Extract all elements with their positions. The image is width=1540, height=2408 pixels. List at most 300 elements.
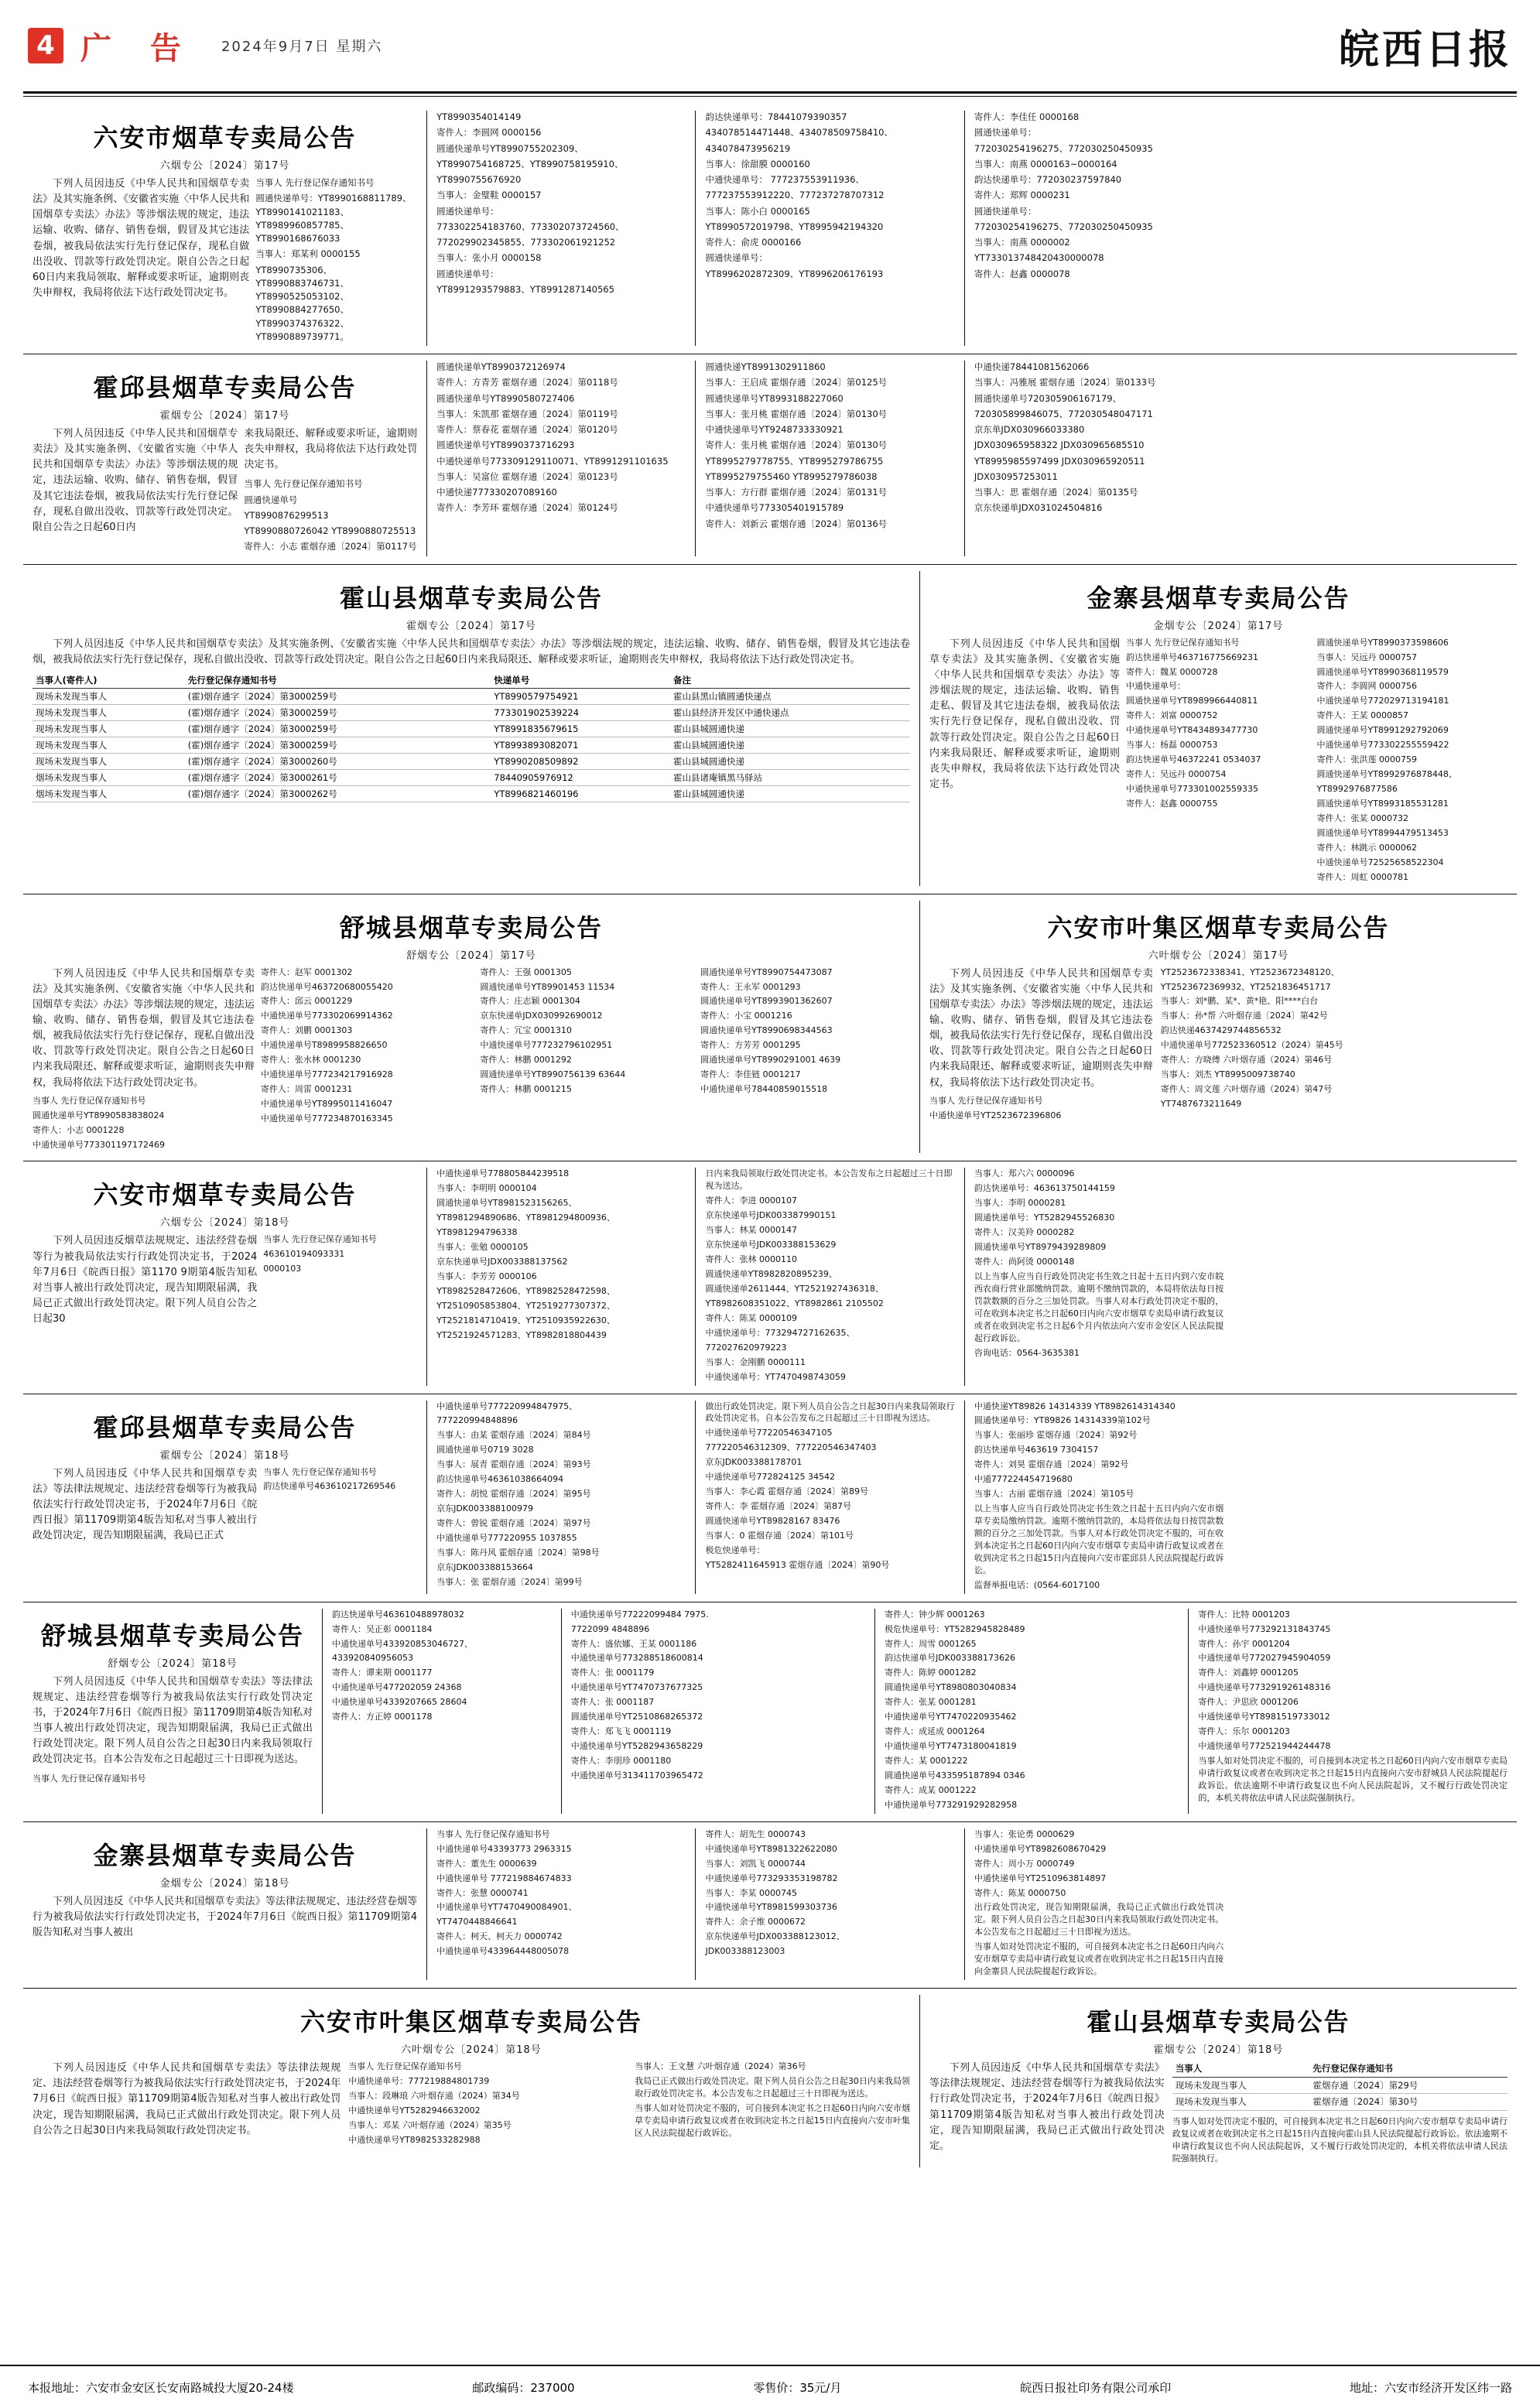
entry: 寄件人：刘富 0000752 [1125,710,1218,721]
entry: 当事人如对处罚决定不服的，可自接到本决定书之日起60日内向六安市烟草专卖局申请行政复议或者在收到决定书之日起15日内直接向六安市舒城县人民法院提起行政诉讼。依法逾期不申请行政复议也不向人民法院起诉，又不履行行政处罚决定的，本机关将依法申请人民法院强制执行。 [1198,1756,1507,1803]
entry: 寄件人：盛依娜、王某 0001186 [570,1638,697,1649]
entry: 当事人：刘凯飞 0000744 [705,1858,806,1869]
entry: 寄件人：王强 0001305 [480,966,572,977]
notice-docno: 霍烟专公〔2024〕第18号 [159,1449,290,1462]
entry: 圆通快递单号YT8990373598606 [1316,637,1449,648]
col-header: 当事人 [1172,2061,1310,2077]
notice-docno: 金烟专公〔2024〕第17号 [1153,620,1284,632]
notice-title: 金寨县烟草专卖局公告 [93,1840,357,1870]
cell: 78440905976912 [491,769,670,785]
entry: 当事人：由某 霍烟存通〔2024〕第84号 [436,1430,591,1441]
entry: 寄件人：李进 0000107 [705,1195,797,1206]
table-row [33,753,910,769]
entry: 中通快递单号77222099484 7975. [570,1609,709,1620]
entry: 寄件人：尹思欣 0001206 [1198,1697,1299,1708]
entry: 中通快递单号773292131843745 [1198,1623,1331,1634]
entry: 当事人如对处罚决定不服的，可自接到本决定书之日起60日内向六安市烟草专卖局申请行政复议或者在收到决定书之日起15日内直接向六安市叶集区人民法院提起行政诉讼。 [635,2102,910,2138]
entry: 监督举报电话：(0564-6017100 [974,1579,1100,1590]
entry: 做出行政处罚决定。限下列人员自公告之日起30日内来我局领取行政处罚决定书。自本公告发布之日起超过三十日即视为送达。 [705,1401,955,1424]
entry: 中通快递单号777234217916928 [260,1069,393,1080]
table-row [33,769,910,785]
notice-docno: 霍烟专公〔2024〕第17号 [406,620,536,632]
entry: 中通快递单号YT7470490084901、 [436,1902,577,1913]
entry: 寄件人：林跳示 0000062 [1316,842,1417,853]
entry: 中通快递单号： 777237553911936、 [705,174,864,185]
page-content [0,97,1540,2175]
entry: 中通快递单号 777219884674833 [436,1873,572,1883]
entry: 中通快递单号773288518600814 [570,1653,703,1664]
entry: 中通快递单号YT2510963814897 [974,1873,1107,1883]
entry: 当事人：王文慧 六叶烟存通（2024）第36号 [635,2061,806,2072]
cell: (霍)烟存通字〔2024〕第3000259号 [185,688,491,704]
entry: 当事人：杨磊 0000753 [1125,740,1218,751]
entry: 圆通快递单号433595187894 0346 [885,1770,1025,1780]
entry: 京东快递单号JDX003388123012、 [705,1931,845,1942]
notice-block-huoqiu-18 [23,1394,1517,1602]
entry: 圆通快递单号： [705,252,768,264]
entry: 中通快递单号43393773 2963315 [436,1843,572,1854]
notice-body-cont: 来我局限还、解释或要求听证，逾期则丧失申辩权，我局将依法下达行政处罚决定书。 [244,428,418,471]
entry: 寄件人：李 霍烟存通〔2024〕第87号 [705,1501,851,1512]
entry: 寄件人：李芳环 霍烟存通〔2024〕第0124号 [436,502,618,514]
entry: 寄件人：刘鑫婷 0001205 [1198,1667,1299,1678]
entry: 韵达快递单号463619 7304157 [974,1445,1099,1455]
entry: 中通快递单号773301002559335 [1125,784,1258,795]
entry: 当事人：刘杰 YT8995009738740 [1160,1069,1295,1080]
entry: 寄件人：陈婷 0001282 [885,1667,977,1678]
entry: 圆通快递单号YT8990368119579 [1316,666,1449,677]
entry: 中通快递单号773302255559422 [1316,740,1449,751]
entry: 中通快递单号YT5282943658229 [570,1741,703,1752]
entry: 寄件人：张 0001187 [570,1697,655,1708]
entry: 7722099 4848896 [570,1623,650,1634]
entry: 韵达快递单号463610488978032 [332,1609,464,1620]
entry: YT8981294796338 [436,1227,518,1238]
entry: 当事人：陈丹风 霍烟存通〔2024〕第98号 [436,1547,600,1558]
entry: YT7487673211649 [1160,1099,1242,1110]
entry: 寄件人：吴正彰 0001184 [332,1623,433,1634]
masthead [0,0,1540,91]
cell: 霍烟存通〔2024〕第30号 [1309,2094,1507,2111]
entry: 寄件人：张月桃 霍烟存通〔2024〕第0130号 [705,440,888,451]
entry: 寄件人：庄志颖 0001304 [480,996,580,1007]
entry: 当事人 先行登记保存通知书号 [255,177,375,188]
entry: 圆通快递单2611444、YT2521927436318、 [705,1283,884,1294]
notice-body: 下列人员因违反《中华人民共和国烟草专卖法》及其实施条例、《安徽省实施〈中华人民共和国烟草专卖法〉办法》等涉烟法规的规定，违法运输、收购、储存、销售卷烟，假冒及其它违法卷烟，被我局依法实行先行登记保存，现私自做出没收、罚款等行政处罚决定。限自公告之日起60日内来我局限还、解释或要求听证，逾期则丧失申辩权，我局将依法下达行政处罚决定书。 [33,638,910,665]
entry: 中通快递单号433964448005078 [436,1946,570,1957]
entry: YT8990354014149 [436,111,522,122]
notice-docno: 六烟专公〔2024〕第17号 [159,160,290,172]
entry: 圆通快递单号： [436,205,499,217]
cell: 现场未发现当事人 [33,753,185,769]
entry: 寄件人：刘昊 霍烟存通〔2024〕第92号 [974,1459,1129,1470]
footer-address: 本报地址：六安市金安区长安南路城投大厦20-24楼 [28,2380,294,2395]
notice-block-shucheng-18 [23,1602,1517,1822]
entry: 京东单JDX030966033380 [974,424,1085,435]
entry: 当事人：陈小白 0000165 [705,205,810,217]
entry: 京东JDK003388178701 [705,1457,803,1468]
entry: 寄件人：李佳链 0001217 [700,1069,801,1080]
table-row [1172,2094,1507,2111]
entry: 日内来我局领取行政处罚决定书。本公告发布之日起超过三十日即视为送达。 [705,1168,953,1192]
entry: 当事人：徐甜膜 0000160 [705,158,810,169]
entry: 寄件人：方芳芳 0001295 [700,1040,801,1051]
entry: 圆通快递单号YT8979439289809 [974,1242,1107,1253]
entry: 出行政处罚决定，现告知期限届满，我局已正式做出行政处罚决定。限下列人员自公告之日起30日内来我局领取行政处罚决定书。本公告发布之日起超过三十日即视为送达。 [974,1902,1224,1938]
entry: YT5282411645913 霍烟存通〔2024〕第90号 [705,1559,890,1570]
entry: 寄件人：谭来期 0001177 [332,1667,433,1678]
entry: 圆通快递单号：YT89826 14314339第102号 [974,1415,1151,1426]
notice-block-huoqiu-17 [23,354,1517,565]
entry: YT2510905853804、YT2519277307372、 [436,1300,615,1311]
entry: 中通快递单号477202059 24368 [332,1682,462,1693]
entry: 当事人：冯雅展 霍烟存通〔2024〕第0133号 [974,377,1156,388]
entry: 寄件人：张林 0000110 [705,1254,797,1265]
entry: 当事人：方行群 霍烟存通〔2024〕第0131号 [705,487,888,498]
entry: 434078473956219 [705,142,791,154]
entry: 中通快递单号YT9248733330921 [705,424,844,435]
entry: YT2521924571283、YT8982818804439 [436,1329,607,1340]
entry: 圆通快递单号YT8994479513453 [1316,827,1449,838]
entry: 当事人：林某 0000147 [705,1225,797,1236]
entry: 寄件人：钟少辉 0001263 [885,1609,985,1620]
entry: 当事人：朱凯那 霍烟存通〔2024〕第0119号 [436,408,618,419]
entry: 圆通快递单YT8990372126974 [436,361,566,372]
entry: 极危快递单号：YT5282945828489 [885,1623,1025,1634]
entry: 当事人如对处罚决定不服的，可自接到本决定书之日起60日内向六安市烟草专卖局申请行政复议或者在收到决定书之日起15日内直接向霍山县人民法院提起行政诉讼。依法逾期不申请行政复议也不向人民法院起诉，又不履行行政处罚决定的，本机关将依法申请人民法院强制执行。 [1172,2116,1507,2163]
entry: 当事人：张论勇 0000629 [974,1828,1075,1839]
cell: 现场未发现当事人 [1172,2077,1310,2094]
entry: 寄件人：蔡春花 霍烟存通〔2024〕第0120号 [436,424,618,435]
notice-body: 下列人员因违反《中华人民共和国烟草专卖法》及其实施条例、《安徽省实施〈中华人民共和国烟草专卖法〉办法》等涉烟法规的规定，违法运输、收购、储存、销售卷烟，假冒及其它违法卷烟，被我局依法实行先行登记保存，现私自做出没收、罚款等行政处罚决定。限自公告之日起60日内来我局领取、解释或要求听证，逾期则丧失申辩权，我局将依法下达行政处罚决定书。 [33,178,250,299]
entry: 中通快递单号77220546347105 [705,1428,833,1438]
entry: 韵达快递单号JDK003388173626 [885,1653,1016,1664]
cell: 霍烟存通〔2024〕第29号 [1309,2077,1507,2094]
entry: 圆通快递单YT8982820895239、 [705,1269,837,1280]
cell: 霍山县黑山镇圆通快递点 [670,688,910,704]
entry: YT8990876299513 [244,509,329,521]
entry: 寄件人：周雷 0001231 [260,1084,353,1095]
entry: 寄件人：俞虎 0000166 [705,237,802,248]
footer-addr2: 地址：六安市经济开发区纬一路 [1349,2380,1512,2395]
notice-block-row-yeji-huoshan-18 [23,1989,1517,2175]
entry: 我局已正式做出行政处罚决定。限下列人员自公告之日起30日内来我局领取行政处罚决定书。本公告发布之日起超过三十日即视为送达。 [635,2076,910,2098]
entry: 寄件人：赵鑫 0000078 [974,268,1070,279]
entry: YT8990572019798、YT8995942194320 [705,221,884,232]
entry: 寄件人：张 0001179 [570,1667,655,1678]
entry: 中通快递单号777220955 1037855 [436,1532,577,1543]
cell: 霍山县城圆通快递 [670,785,910,802]
entry: YT7470448846641 [436,1917,518,1927]
table-row [33,688,910,704]
entry: 寄件人：成某 0001222 [885,1784,977,1795]
entry: 圆通快递单号YT8990698344563 [700,1025,833,1036]
entry: 寄件人：孙宇 0001204 [1198,1638,1290,1649]
entry: 圆通快递单号YT8990756139 63644 [480,1069,626,1080]
entry: 寄件人：张某 0000732 [1316,812,1408,823]
entry: 韵达快递单号46361038664094 [436,1474,564,1485]
entry: 中通快递单号T8989958826650 [260,1040,388,1051]
entry: 圆通快递单号YT89828167 83476 [705,1516,840,1527]
entry: 中通快递单号772521944244478 [1198,1741,1331,1752]
entry: 寄件人：陈某 0000750 [974,1887,1066,1898]
cell: (霍)烟存通字〔2024〕第3000260号 [185,753,491,769]
notice-docno: 六叶烟专公〔2024〕第18号 [401,2044,542,2057]
entry: YT8991293579883、YT8991287140565 [436,283,614,295]
cell: YT8990579754921 [491,688,670,704]
entry: 寄件人：李朋珍 0001180 [570,1756,672,1767]
entry: YT8995279755460 YT8995279786038 [705,470,878,482]
entry: 中通快递单号：777219884801739 [348,2076,490,2087]
entry: 中通快递单号YT7470737677325 [570,1682,703,1693]
notice-title: 六安市叶集区烟草专卖局公告 [299,2007,642,2037]
entry: 当事人 先行登记保存通知书号 [244,478,363,490]
entry: 圆通快递单号： [974,127,1037,139]
cell: 霍山县城圆通快递 [670,753,910,769]
entry: 当事人 先行登记保存通知书号 [263,1466,377,1477]
entry: 寄件人：尚阿烫 0000148 [974,1257,1075,1267]
notice-docno: 霍烟专公〔2024〕第18号 [1153,2044,1284,2057]
entry: 当事人：李某 0000745 [705,1887,797,1898]
entry: 寄件人：小志 霍烟存通〔2024〕第0117号 [244,541,417,552]
entry: 寄件人：张慧 0000741 [436,1887,529,1898]
notice-docno: 六叶烟专公〔2024〕第17号 [1148,949,1289,962]
notice-docno: 霍烟专公〔2024〕第17号 [159,410,290,422]
entry: 寄件人：乐尔 0001203 [1198,1726,1290,1737]
notice-body: 下列人员因违反《中华人民共和国烟草专卖法》等法律法规规定、违法经营卷烟等行为被我局依法实行行政处罚决定书，于2024年7月6日《皖西日报》第11709期第4版告知私对当事人被出行政处罚决定，现告知期限届满，我局已正式做出行政处罚决定。限下列人员自公告之日起30日内来我局领取行政处罚决定书。自本公告发布之日起超过三十日即视为送达。 [33,1675,313,1766]
notice-docno: 六烟专公〔2024〕第18号 [159,1217,290,1230]
entry: 中通快递单号YT8981519733012 [1198,1712,1330,1722]
entry: 京东快递单号JDX003388137562 [436,1257,568,1267]
entry: 中通快递单号777220994847975、 [436,1401,578,1411]
entry: 中通快递YT89826 14314339 YT8982614314340 [974,1401,1176,1411]
entry: 圆通快递单号：YT8990168811789、YT8990141021183、YT8989960857785、YT8990168676033 [255,193,412,244]
entry: 777220546312309、777220546347403 [705,1442,877,1453]
notice-title: 金寨县烟草专卖局公告 [1087,583,1350,613]
entry: 寄件人：胡悦 霍烟存通〔2024〕第95号 [436,1489,591,1500]
entry: 寄件人：胡先生 0000743 [705,1828,806,1839]
entry: 圆通快递单号YT8990291001 4639 [700,1055,841,1065]
entry: YT8992976877586 [1316,784,1398,795]
cell: 现场未发现当事人 [33,737,185,753]
entry: 463610194093331 [263,1249,345,1260]
notice-body: 下列人员因违反《中华人民共和国烟草专卖法》等法律法规规定、违法经营卷烟等行为被我局依法实行行政处罚决定书，于2024年7月6日《皖西日报》第11709期第4版告知私对当事人被出行政处罚决定，现告知期限届满，我局已正式做出行政处罚决定。限下列人员自公告之日起30日内来我局领取行政处罚决定书。 [33,2062,341,2136]
entry: 寄件人：郑辉 0000231 [974,190,1070,201]
entry: 韵达快递单号463610217269546 [263,1481,396,1492]
entry: 中通快递777330207089160 [436,487,557,498]
entry: 寄件人：李圆网 0000156 [436,127,542,139]
entry: 寄件人：某 0001222 [885,1756,968,1767]
entry: 京东快递单JDX031024504816 [974,502,1103,514]
entry: YT733013748420430000078 [974,252,1104,264]
entry: 圆通快递单号YT8993901362607 [700,996,833,1007]
entry: 中通快递单号772824125 34542 [705,1472,835,1483]
entry: 寄件人：邱云 0001229 [260,996,353,1007]
footer-printer: 皖西日报社印务有限公司承印 [1020,2380,1172,2395]
cell: 现场未发现当事人 [33,720,185,737]
notice-body: 下列人员因违反《中华人民共和国烟草专卖法》等法律法规规定、违法经营卷烟等行为被我局依法实行行政处罚决定书，于2024年7月6日《皖西日报》第11709期第4版告知私对当事人被出行政处罚决定，现告知期限届满，我局已正式做出行政处罚决定。 [929,2062,1165,2152]
notice-body: 下列人员因违反《中华人民共和国烟草专卖法》及其实施条例、《安徽省实施〈中华人民共和国烟草专卖法〉办法》等涉烟法规的规定，违法运输、收购、储存、销售卷烟，假冒及其它违法卷烟，被我局依法实行先行登记保存，现私自做出没收、罚款等行政处罚决定。限自公告之日起60日内来我局限还、解释或要求听证，逾期则丧失申辩权，我局将依法下达行政处罚决定书。 [929,967,1153,1089]
entry: 寄件人：周小万 0000749 [974,1858,1075,1869]
entry: 中通快递单号YT8981599303736 [705,1902,837,1913]
entry: JDK003388123003 [705,1946,785,1957]
masthead-rule [23,91,1517,94]
table-row [33,737,910,753]
entry: 当事人：思 霍烟存通〔2024〕第0135号 [974,487,1138,498]
entry: 当事人：孙*帮 六叶烟存通〔2024〕第42号 [1160,1011,1328,1021]
entry: 当事人：张月桃 霍烟存通〔2024〕第0130号 [705,408,888,419]
entry: 当事人：段琳琅 六叶烟存通（2024）第34号 [348,2090,520,2101]
notice-title: 六安市烟草专卖局公告 [93,123,357,152]
col-header: 备注 [670,672,910,689]
entry: YT8990755676920 [436,174,522,185]
entry: YT8996202872309、YT8996206176193 [705,268,884,279]
cell: (霍)烟存通字〔2024〕第3000259号 [185,704,491,720]
entry: 咨询电话：0564-3635381 [974,1347,1080,1358]
entry: 中通快递单号777234870163345 [260,1113,393,1124]
entry: 中通快递单号：YT7470498743059 [705,1371,846,1382]
col-header: 当事人(寄件人) [33,672,185,689]
entry: 寄件人：柯天、柯天力 0000742 [436,1931,563,1942]
entry: 京东JDK003388153664 [436,1561,534,1572]
entry: 以上当事人应当自行政处罚决定书生效之日起十五日内到六安市皖西农商行营业部缴纳罚款。逾期不缴纳罚款的，本局将依法每日按罚款数额的百分之三加处罚款。当事人对本行政处罚决定不服的，可在收到本决定书之日起60日内向六安市烟草专卖局申请行政复议或者在收到决定书之日起6个月内依法向六安市金安区人民法院提起行政诉讼。 [974,1271,1224,1343]
footer-postcode: 邮政编码：237000 [472,2380,575,2395]
table-row [33,785,910,802]
entry: 中通快递单号4339207665 28604 [332,1697,467,1708]
notice-block-row-huoshan-jinzhai [23,565,1517,894]
entry: 寄件人：周文莲 六叶烟存通（2024）第47号 [1160,1084,1333,1095]
entry: 韵达快递单号46372241 0534037 [1125,754,1261,765]
cell: 烟场未发现当事人 [33,769,185,785]
entry: 当事人 先行登记保存通知书号 [33,1095,146,1106]
cell: YT8991835679615 [491,720,670,737]
notice-title: 六安市烟草专卖局公告 [93,1180,357,1210]
page-footer [0,2365,1540,2408]
entry: 寄件人：余子维 0000672 [705,1917,806,1927]
entry: 当事人：0 霍烟存通〔2024〕第101号 [705,1530,854,1541]
notice-block-liuan-18 [23,1161,1517,1394]
notice-block-row-shucheng-yeji [23,894,1517,1162]
entry: 中通快递单号777232796102951 [480,1040,613,1051]
notice-title: 霍山县烟草专卖局公告 [1087,2007,1350,2037]
entry: 中通快递单号773291929282958 [885,1799,1018,1810]
entry: YT2523672338341、YT2523672348120、 [1160,966,1340,977]
entry: 圆通快递单号720305906167179、 [974,392,1122,404]
notice-docno: 金烟专公〔2024〕第18号 [159,1877,290,1890]
entry: 寄件人：方青芳 霍烟存通〔2024〕第0118号 [436,377,618,388]
col-header: 快递单号 [491,672,670,689]
entry: 当事人 先行登记保存通知书号 [348,2061,462,2072]
cell: 现场未发现当事人 [33,688,185,704]
cell: 霍山县城圆通快递 [670,720,910,737]
entry: 寄件人：董先生 0000639 [436,1858,537,1869]
entry: 圆通快递单号YT8991292792069 [1316,725,1449,736]
notice-body: 下列人员因违反《中华人民共和国烟草专卖法》及其实施条例、《安徽省实施〈中华人民共和国烟草专卖法〉办法》等涉烟法规的规定，违法运输、收购、储存、销售卷烟，假冒及其它违法卷烟，被我局依法实行先行登记保存，现私自做出没收、罚款等行政处罚决定。限自公告之日起60日内 [33,428,238,533]
entry: YT2521814710419、YT2510935922630、 [436,1315,615,1325]
cell: 773301902539224 [491,704,670,720]
entry: 777220994848896 [436,1415,518,1426]
notice-title: 霍邱县烟草专卖局公告 [93,1412,357,1442]
entry: 当事人：张 霍烟存通〔2024〕第99号 [436,1576,583,1587]
entry: YT8981294890686、YT8981294800936、 [436,1213,615,1223]
cell: 烟场未发现当事人 [33,785,185,802]
entry: 寄件人：李圆网 0000756 [1316,681,1417,692]
entry: 当事人：张勉 0000105 [436,1242,529,1253]
entry: 当事人：吴富位 霍烟存通〔2024〕第0123号 [436,470,618,482]
entry: 中通快递单号YT8982608670429 [974,1843,1107,1854]
entry: 圆通快递单号YT8993188227060 [705,392,844,404]
entry: 中通快递单号772523360512（2024）第45号 [1160,1040,1343,1051]
entry: 中通快递单号YT5282946632002 [348,2105,481,2116]
entry: 寄件人：陈某 0000109 [705,1312,797,1323]
entry: 当事人：古丽 霍烟存通〔2024〕第105号 [974,1489,1134,1500]
entry: 当事人：李明 0000281 [974,1198,1066,1209]
entry: 中通快递单号YT8981322622080 [705,1843,837,1854]
entry: JDX030957253011 [974,470,1058,482]
entry: 圆通快递单号YT89901453 11534 [480,981,615,992]
entry: 中通快递单号YT7473180041819 [885,1741,1017,1752]
dateline: 2024年9月7日 星期六 [221,39,383,55]
notice-block-jinzhai-18 [23,1822,1517,1989]
cell: 霍山县经济开发区中通快递点 [670,704,910,720]
notice-body: 下列人员因违反《中华人民共和国烟草专卖法》等法律法规规定、违法经营卷烟等行为被我局依法实行行政处罚决定书，于2024年7月6日《皖西日报》第11709期第4版告知私对当事人被出 [33,1895,418,1939]
entry: 圆通快递单号： [436,268,499,279]
entry: 当事人 先行登记保存通知书号 [1125,637,1240,648]
entry: JDX030965958322 JDX030965685510 [974,440,1145,451]
entry: 寄件人：王永军 0001293 [700,981,801,992]
entry: 寄件人：小宝 0001216 [700,1011,792,1021]
entry: YT8990735306、YT8990883746731、YT8990525053102、YT8990884277650、YT8990374376322、YT8990889739771。 [255,264,349,342]
entry: 寄件人：周雪 0001265 [885,1638,977,1649]
section-label: 广 告 [80,30,195,67]
entry: 寄件人：比特 0001203 [1198,1609,1290,1620]
entry: 中通快递单号773309129110071、YT8991291101635 [436,455,669,467]
entry: 寄件人：汉美羚 0000282 [974,1227,1075,1238]
entry: 圆通快递单号YT8993185531281 [1316,798,1449,809]
entry: 圆通快递单号YT8990373716293 [436,440,575,451]
entry: 寄件人：郑飞飞 0001119 [570,1726,672,1737]
entry: 当事人 先行登记保存通知书号 [263,1234,377,1245]
cell: 霍山县城圆通快递 [670,737,910,753]
entry: 寄件人：成延成 0001264 [885,1726,985,1737]
entry: 寄件人：赵鑫 0000755 [1125,798,1218,809]
entry: 当事人：南燕 0000163~0000164 [974,158,1117,169]
entry: 777237553912220、777237278707312 [705,190,885,201]
entry: 圆通快递单号YT8990583838024 [33,1110,165,1120]
entry: 773302254183760、773302073724560、 [436,221,625,232]
entry: 中通快递单号：773294727162635、 [705,1327,855,1338]
entry: 寄件人：刘鹏 0001303 [260,1025,353,1036]
entry: 圆通快递单号YT8990580727406 [436,392,575,404]
notice-body: 下列人员因违反烟草法规规定、违法经营卷烟等行为被我局依法实行行政处罚决定书，于2024年7月6日《皖西日报》第1170 9期第4版告知私对当事人被出行政处罚决定，现告知期限届满，我局已正式做出行政处罚决定。限下列人员自公告之日起30 [33,1235,258,1325]
notice-title: 舒城县烟草专卖局公告 [40,1620,304,1650]
notice-body: 下列人员因违反《中华人民共和国烟草专卖法》等法律法规规定、违法经营卷烟等行为被我局依法实行行政处罚决定书，于2024年7月6日《皖西日报》第11709期第4版告知私对当事人被出行政处罚决定，现告知期限届满，我局已正式 [33,1467,258,1542]
entry: 中通快递单号： [1125,681,1186,692]
entry: 当事人：金璧鞋 0000157 [436,190,542,201]
cell: 现场未发现当事人 [1172,2094,1310,2111]
entry: 当事人 先行登记保存通知书号 [33,1773,146,1784]
notice-table [33,672,910,802]
cell: YT8993893082071 [491,737,670,753]
cell: (霍)烟存通字〔2024〕第3000259号 [185,737,491,753]
entry: 中通快递单号313411703965472 [570,1770,703,1780]
entry: 圆通快递单号： [974,205,1037,217]
notice-title: 六安市叶集区烟草专卖局公告 [1047,912,1390,942]
entry: 圆通快递单号0719 3028 [436,1445,534,1455]
cell: YT8996821460196 [491,785,670,802]
entry: 当事人：展青 霍烟存通〔2024〕第93号 [436,1459,591,1470]
footer-price: 零售价：35元/月 [753,2380,842,2395]
